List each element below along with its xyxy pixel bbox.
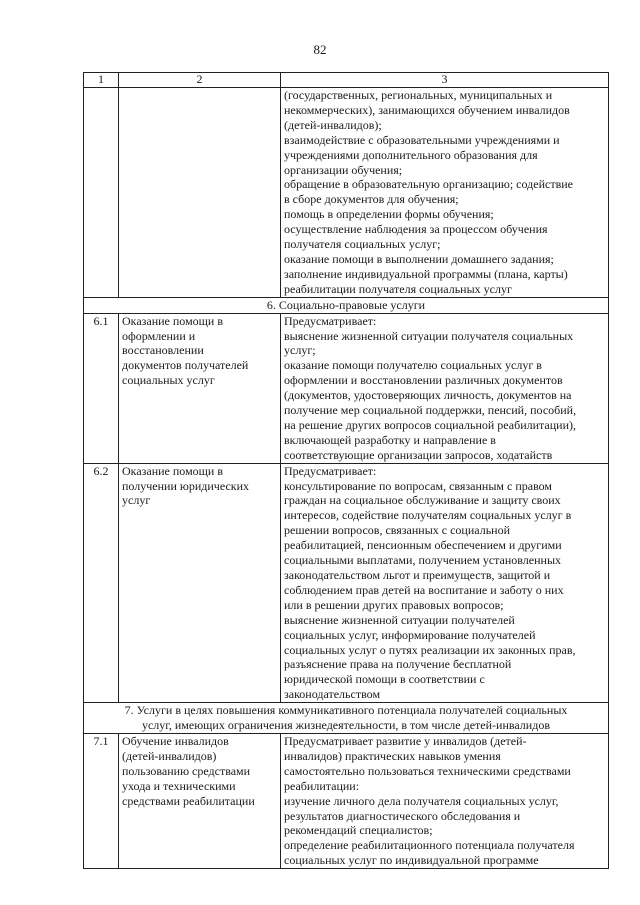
text-line: организации обучения; <box>284 162 403 177</box>
text-line: реабилитацией, пенсионным обеспечением и другими <box>284 538 562 553</box>
text-line: юридической помощи в соответствии с <box>284 672 485 687</box>
section-7-title-cell <box>84 703 609 734</box>
section-7-row <box>84 703 609 734</box>
text-line: интересов, содействие получателям социальных услуг в <box>284 508 572 523</box>
row-7-1-name-cell <box>119 733 281 868</box>
text-line: социальных услуг по индивидуальной программе <box>284 853 539 868</box>
text-line: ухода и техническими <box>122 778 236 793</box>
table-row-6-2 <box>84 463 609 703</box>
text-line: изучение личного дела получателя социальных услуг, <box>284 793 559 808</box>
text-line: инвалидов) практических навыков умения <box>284 748 501 763</box>
row-7-1-description <box>284 734 605 868</box>
text-line: получателя социальных услуг; <box>284 237 441 252</box>
table-row-continuation <box>84 88 609 298</box>
row-6-2-number: 6.2 <box>84 463 119 703</box>
text-line: средствами реабилитации <box>122 793 255 808</box>
text-line: социальных услуг <box>122 373 215 388</box>
text-line: граждан на социальное обслуживание и защиту своих <box>284 493 561 508</box>
text-line: Предусматривает развитие у инвалидов (детей- <box>284 733 527 748</box>
text-line: разъяснение права на получение бесплатной <box>284 657 512 672</box>
text-line: консультирование по вопросам, связанным с правом <box>284 478 553 493</box>
text-line: Предусматривает: <box>284 463 377 478</box>
text-line: Обучение инвалидов <box>122 733 229 748</box>
text-line: реабилитации получателя социальных услуг <box>284 281 512 296</box>
text-line: социальных услуг, информирование получателей <box>284 627 536 642</box>
text-line: взаимодействие с образовательными учреждениями и <box>284 132 560 147</box>
row-6-1-name-cell <box>119 313 281 463</box>
text-line: оформлении и восстановлении различных документов <box>284 373 563 388</box>
text-line: некоммерческих), занимающихся обучением инвалидов <box>284 102 570 117</box>
text-line: Предусматривает: <box>284 313 377 328</box>
table-header-row <box>84 73 609 88</box>
text-line: учреждениями дополнительного образования для <box>284 147 538 162</box>
text-line: получении юридических <box>122 478 250 493</box>
row-7-1-number: 7.1 <box>84 733 119 868</box>
row-6-2-description <box>284 464 605 703</box>
row-6-1-description <box>284 314 605 463</box>
row-6-1-number: 6.1 <box>84 313 119 463</box>
text-line: (государственных, региональных, муниципальных и <box>284 88 553 102</box>
text-line: включающей разработку и направление в <box>284 432 496 447</box>
row-6-2-name-cell <box>119 463 281 703</box>
section-6-title: 6. Социально-правовые услуги <box>84 297 609 313</box>
text-line: решении вопросов, связанных с социальной <box>284 523 511 538</box>
continuation-description-cell <box>281 88 609 298</box>
page-number: 82 <box>313 42 327 57</box>
text-line: обращение в образовательную организацию; содействие <box>284 177 573 192</box>
text-line: Оказание помощи в <box>122 313 223 328</box>
text-line: законодательством льгот и преимуществ, защитой и <box>284 568 551 582</box>
text-line: (детей-инвалидов) <box>122 748 217 763</box>
text-line: получение мер социальной поддержки, пенсий, пособий, <box>284 403 577 418</box>
text-line: или в решении других правовых вопросов; <box>284 597 504 612</box>
text-line: социальными выплатами, получением установленных <box>284 553 562 568</box>
text-line: результатов диагностического обследования и <box>284 808 521 823</box>
text-line: оказание помощи в выполнении домашнего задания; <box>284 251 554 266</box>
text-line: услуг <box>122 493 151 508</box>
table-row-6-1 <box>84 313 609 463</box>
text-line: оформлении и <box>122 328 196 343</box>
row-6-1-description-cell <box>281 313 609 463</box>
text-line: законодательством <box>284 687 381 702</box>
text-line: заполнение индивидуальной программы (плана, карты) <box>284 266 568 281</box>
text-line: пользованию средствами <box>122 763 251 778</box>
text-line: 7. Услуги в целях повышения коммуникативного потенциала получателей социальных <box>124 703 568 718</box>
text-line: восстановлении <box>122 343 204 358</box>
text-line: помощь в определении формы обучения; <box>284 207 494 222</box>
text-line: услуг, имеющих ограничения жизнедеятельности, в том числе детей-инвалидов <box>141 718 550 733</box>
text-line: услуг; <box>284 343 316 358</box>
text-line: в сборе документов для обучения; <box>284 192 459 207</box>
text-line: осуществление наблюдения за процессом обучения <box>284 222 548 237</box>
continuation-name-cell <box>119 88 281 298</box>
text-line: реабилитации: <box>284 778 360 793</box>
continuation-number-cell <box>84 88 119 298</box>
text-line: соответствующие организации запросов, ходатайств <box>284 447 553 462</box>
text-line: (документов, удостоверяющих личность, документов на <box>284 388 572 403</box>
row-7-1-name <box>122 734 277 809</box>
row-6-2-description-cell <box>281 463 609 703</box>
continuation-description <box>284 88 605 297</box>
text-line: Оказание помощи в <box>122 463 223 478</box>
row-7-1-description-cell <box>281 733 609 868</box>
section-7-title <box>87 703 605 733</box>
header-col-2: 2 <box>119 73 281 88</box>
section-6-row <box>84 297 609 313</box>
text-line: определение реабилитационного потенциала получателя <box>284 838 575 853</box>
text-line: оказание помощи получателю социальных услуг в <box>284 358 542 373</box>
services-table <box>83 72 609 869</box>
text-line: самостоятельно пользоваться техническими средствами <box>284 763 571 778</box>
text-line: на решение других вопросов социальной реабилитации), <box>284 417 577 432</box>
header-col-1: 1 <box>84 73 119 88</box>
text-line: рекомендаций специалистов; <box>284 823 433 838</box>
text-line: выяснение жизненной ситуации получателей <box>284 612 515 627</box>
text-line: социальных услуг о путях реализации их законных прав, <box>284 642 576 657</box>
row-6-2-name <box>122 464 277 509</box>
header-col-3: 3 <box>281 73 609 88</box>
text-line: (детей-инвалидов); <box>284 117 382 132</box>
text-line: документов получателей <box>122 358 249 373</box>
table-row-7-1 <box>84 733 609 868</box>
text-line: выяснение жизненной ситуации получателя социальных <box>284 328 574 343</box>
row-6-1-name <box>122 314 277 389</box>
text-line: соблюдением прав детей на воспитание и заботу о них <box>284 582 564 597</box>
